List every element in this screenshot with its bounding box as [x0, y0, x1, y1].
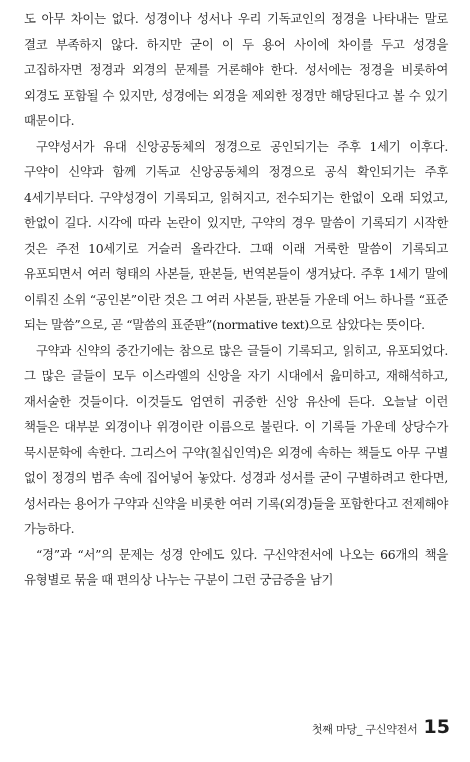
running-head: 첫째 마당_ 구신약전서 [311, 723, 418, 736]
page-number: 15 [423, 716, 450, 738]
paragraph-4: “경”과 “서”의 문제는 성경 안에도 있다. 구신약전서에 나오는 66개의 책을 유형별로 묶을 때 편의상 나누는 구분이 그런 궁금증을 남기 [24, 546, 448, 587]
page-footer [312, 716, 450, 746]
paragraph-1: 도 아무 차이는 없다. 성경이나 성서나 우리 기독교인의 정경을 나타내는 말로 결코 부족하지 않다. 하지만 굳이 이 두 용어 사이에 차이를 두고 성경을 고집하자면 정경과 외경의 문제를 거론해야 한다. 성서에는 정경을 비롯하여 외경도 포함될 수 있지만, 성경에는 외경을 제외한 정경만 해당된다고 볼 수 있기 때문이다. [24, 11, 448, 128]
paragraph-2: 구약성서가 유대 신앙공동체의 정경으로 공인되기는 주후 1세기 이후다. 구약이 신약과 함께 기독교 신앙공동체의 정경으로 공식 확인되기는 주후 4세기부터다. 구약성경이 기록되고, 읽혀지고, 전수되기는 한없이 오래 되었고, 한없이 길다. 시각에 따라 논란이 있지만, 구약의 경우 말씀이 기록되기 시작한 것은 주전 10세기로 거슬러 올라간다. 그때 이래 거룩한 말씀이 기록되고 유포되면서 여러 형태의 사본들, 판본들, 번역본들이 생겨났다. 주후 1세기 말에 이뤄진 소위 “공인본”이란 것은 그 여러 사본들, 판본들 가운데 어느 하나를 “표준 되는 말씀”으로, 곧 “말씀의 표준판”(normative text)으로 삼았다는 뜻이다. [24, 138, 448, 332]
page-body [24, 6, 448, 593]
paragraph-3: 구약과 신약의 중간기에는 참으로 많은 글들이 기록되고, 읽히고, 유포되었다. 그 많은 글들이 모두 이스라엘의 신앙을 자기 시대에서 읊미하고, 재해석하고, 재서술한 것들이다. 이것들도 엄연히 귀중한 신앙 유산에 든다. 오늘날 이런 책들은 대부분 외경이나 위경이란 이름으로 불린다. 이 기록들 가운데 상당수가 묵시문학에 속한다. 그리스어 구약(칠십인역)은 외경에 속하는 책들도 아무 구별 없이 정경의 범주 속에 집어넣어 놓았다. 성경과 성서를 굳이 구별하려고 한다면, 성서라는 용어가 구약과 신약을 비롯한 여러 기록(외경)들을 포함한다고 전제해야 가능하다. [24, 342, 448, 536]
